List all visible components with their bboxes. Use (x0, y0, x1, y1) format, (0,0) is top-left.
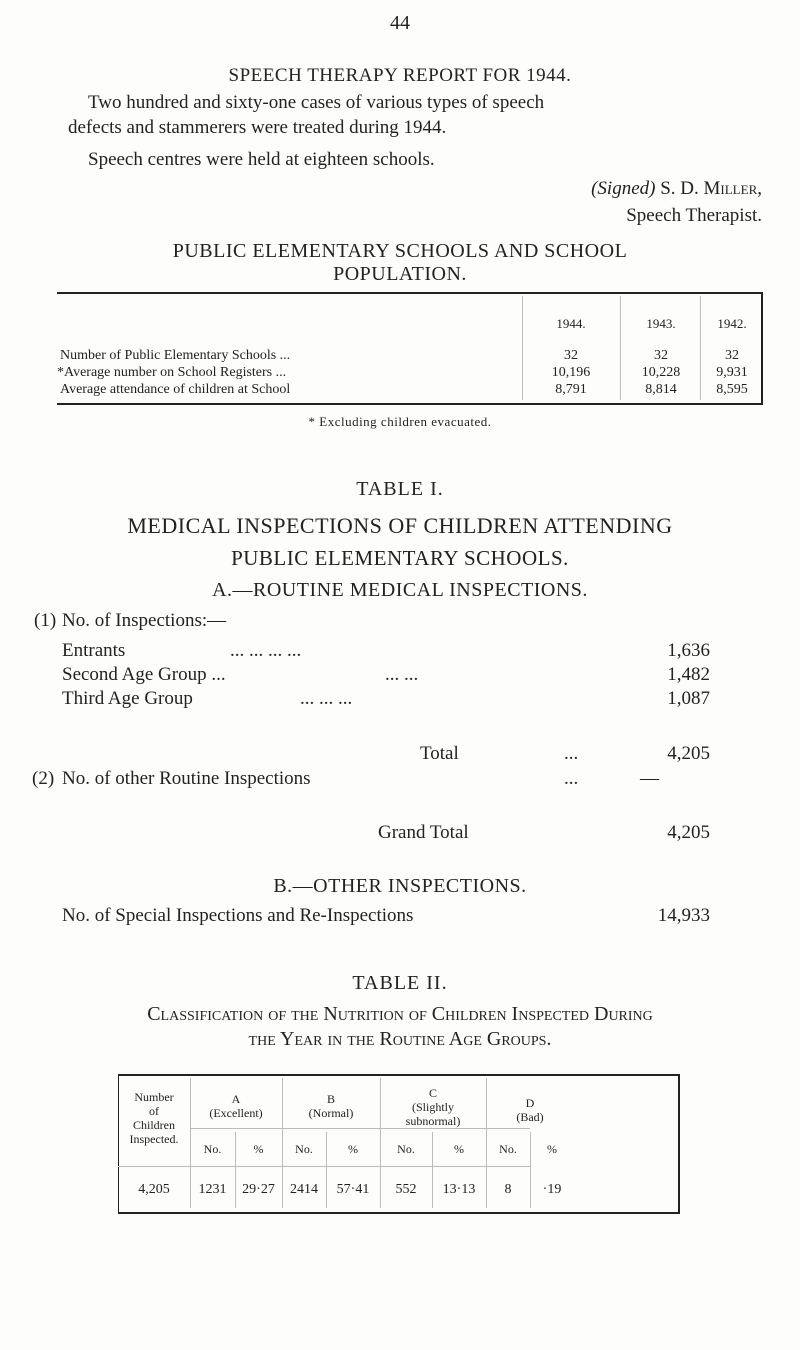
routine-section-heading: A.—ROUTINE MEDICAL INSPECTIONS. (212, 579, 588, 601)
group-dots: ... ... ... (300, 688, 353, 709)
sub-pct-label: % (253, 1142, 264, 1156)
nutrition-body-rule (118, 1166, 530, 1167)
group-a-letter: A (231, 1092, 241, 1106)
group-c-desc: (Slightly subnormal) (405, 1100, 461, 1128)
group-label-entrants: Entrants (62, 640, 126, 661)
group-b-count: 2414 (290, 1182, 318, 1197)
special-inspections-value: 14,933 (657, 905, 710, 926)
count-header-line: Inspected. (129, 1132, 179, 1146)
population-table-right-rule (761, 292, 763, 404)
nutrition-header-rule (190, 1128, 530, 1129)
group-d-header (486, 1096, 574, 1124)
population-row-label: Number of Public Elementary Schools ... (60, 348, 291, 363)
item1-marker: (1) (34, 610, 57, 631)
group-b-percent: 57·41 (336, 1182, 370, 1197)
group-c-count: 552 (395, 1182, 417, 1197)
sub-no-label: No. (203, 1142, 222, 1156)
other-section-heading: B.—OTHER INSPECTIONS. (273, 875, 527, 897)
population-cell: 8,595 (716, 382, 748, 397)
speech-para1-line2: defects and stammerers were treated during 1944. (68, 117, 447, 138)
population-cell: 32 (654, 348, 668, 363)
group-value-entrants: 1,636 (667, 640, 710, 661)
signature-line (0, 176, 762, 202)
group-c-header (380, 1086, 486, 1128)
item2-marker: (2) (32, 768, 55, 789)
sub-no-label: No. (295, 1142, 313, 1156)
count-header (120, 1090, 188, 1146)
group-label-second: Second Age Group ... (62, 664, 226, 685)
signed-role: Speech Therapist. (626, 205, 762, 226)
speech-para2: Speech centres were held at eighteen schools. (88, 149, 435, 170)
table1-heading-line2: PUBLIC ELEMENTARY SCHOOLS. (231, 546, 569, 570)
table1-title: TABLE I. (356, 478, 444, 500)
item2-value: — (640, 768, 659, 789)
group-d-count: 8 (504, 1182, 512, 1197)
population-cell: 10,228 (641, 365, 681, 380)
total-value: 4,205 (667, 743, 710, 764)
population-col-divider-1 (522, 296, 523, 400)
group-b-letter: B (326, 1092, 335, 1106)
population-cell: 8,814 (645, 382, 677, 397)
population-title-line2: POPULATION. (333, 263, 467, 285)
table1-heading-line1: MEDICAL INSPECTIONS OF CHILDREN ATTENDING (127, 513, 673, 538)
sub-no-label: No. (499, 1142, 517, 1156)
signed-prefix: (Signed) (591, 178, 656, 199)
group-b-header (282, 1092, 380, 1120)
group-dots: ... ... (385, 664, 419, 685)
sub-pct-label: % (547, 1142, 557, 1156)
item1-label: No. of Inspections:— (62, 610, 227, 631)
group-a-count: 1231 (198, 1182, 227, 1197)
item2-dots: ... (564, 768, 579, 789)
group-a-desc: (Excellent) (209, 1106, 263, 1120)
group-b-desc: (Normal) (308, 1106, 354, 1120)
group-dots: ... ... ... ... (230, 640, 302, 661)
year-1944: 1944. (556, 316, 586, 331)
item2-label: No. of other Routine Inspections (62, 768, 311, 789)
group-d-percent: ·19 (542, 1182, 562, 1197)
group-a-header (190, 1092, 282, 1120)
population-col-divider-2 (620, 296, 621, 400)
signed-name: S. D. Miller, (660, 178, 762, 199)
table2-title: TABLE II. (352, 972, 448, 994)
group-d-letter: D (525, 1096, 535, 1110)
population-col-divider-3 (700, 296, 701, 400)
population-cell: 8,791 (555, 382, 587, 397)
nutrition-top-rule (118, 1074, 680, 1076)
population-table-top-rule (57, 292, 763, 294)
year-1942: 1942. (717, 316, 747, 331)
population-row-label: Average attendance of children at School (60, 382, 291, 397)
group-c-percent: 13·13 (442, 1182, 476, 1197)
group-c-letter: C (428, 1086, 437, 1100)
grand-total-value: 4,205 (667, 822, 710, 843)
count-header-line: Children (133, 1118, 175, 1132)
total-dots: ... (564, 743, 579, 764)
population-footnote: * Excluding children evacuated. (308, 414, 492, 429)
group-value-third: 1,087 (667, 688, 710, 709)
population-table-bottom-rule (57, 403, 763, 405)
population-cell: 10,196 (551, 365, 591, 380)
population-cell: 32 (725, 348, 739, 363)
nutrition-bottom-rule (118, 1212, 680, 1214)
group-d-desc: (Bad) (516, 1110, 544, 1124)
population-cell: 32 (564, 348, 578, 363)
speech-para1-line1: Two hundred and sixty-one cases of various types of speech (88, 92, 545, 113)
group-a-percent: 29·27 (242, 1182, 275, 1197)
sub-pct-label: % (454, 1142, 464, 1156)
sub-pct-label: % (348, 1142, 358, 1156)
sub-no-label: No. (397, 1142, 415, 1156)
group-label-third: Third Age Group (62, 688, 193, 709)
nutrition-right-rule (678, 1074, 680, 1214)
population-title-line1: PUBLIC ELEMENTARY SCHOOLS AND SCHOOL (172, 240, 628, 262)
table2-heading-line1: Classification of the Nutrition of Children Inspected During (147, 1003, 653, 1025)
table2-heading-line2: the Year in the Routine Age Groups. (248, 1028, 552, 1050)
population-row-label: *Average number on School Registers ... (57, 365, 287, 380)
population-cell: 9,931 (716, 365, 748, 380)
year-1943: 1943. (646, 316, 676, 331)
count-header-line: Number (134, 1090, 174, 1104)
total-label: Total (420, 743, 459, 764)
special-inspections-label: No. of Special Inspections and Re-Inspections (62, 905, 414, 926)
total-inspected-value: 4,205 (138, 1182, 170, 1197)
count-header-line: of (149, 1104, 159, 1118)
group-value-second: 1,482 (667, 664, 710, 685)
grand-total-label: Grand Total (378, 822, 469, 843)
speech-report-title: SPEECH THERAPY REPORT FOR 1944. (228, 65, 572, 86)
page-number: 44 (390, 12, 410, 34)
